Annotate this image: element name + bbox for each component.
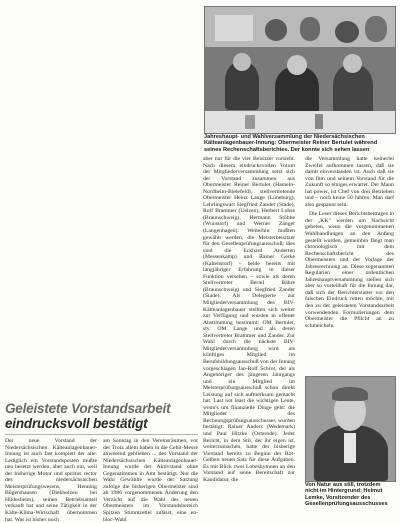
article-paragraph: Der neue Vorstand der Niedersächsischen Kälteanlagenbauer-Innung ist auch fast komplett der alte. Lediglich ein Vorstandsposten mußte neu besetzt werden, aber auch nur, weil der bisherige Motor und spiritus rector des niedersächsischen Meisterprüfungswesens, Henning Bögershausen (Diekholzen bei Hildesheim), seinen Betriebsanteil verkauft hat und seine Tätigkeit in der Kälte-Klima-Wirtschaft übernommen hat. Was ist bisher noch: [5, 438, 97, 523]
article-column-d: [103, 438, 198, 523]
article-paragraph: Die Leser dieses Berichtsbeitrages in der „KK" werden um Nachsicht gebeten, wenn die vorgenommenen Wahlhandlungen an den Anfang gestellt wurden, gemeinhin fängt man chronologisch mit dem Rechenschaftsbericht des Obermeisters und der Vorlage der Jahresrechnung an. Diese sogenannten Regularien einer ordentlichen Jahreshauptversammlung stellen sich aber so vorteilhaft für die Innung dar, daß sich der Berichterstatter vor den falschen Eindruck retten möchte, mit den zu der geleisteten Vorstandsarbeit vorwendenden Formulierungen dem Obermeister die Pflicht an zu schmeicheln.: [305, 211, 394, 329]
article-column-b: [305, 156, 394, 372]
article-paragraph: die Versammlung hatte keinerlei Zweifel aufkommen lassen, daß sie damit einverstanden ist. Auch daß sie von Ihm und seinem Vorstand für die Zukunft so einiges erwartet. Der Mann hat power, ist Chef von drei Betrieben und – noch keine 50 Jahren. Man darf also gespannt sein.: [305, 156, 394, 208]
photo-caption-bottom: Von Natur aus still, trotzdem nicht im Hintergrund: Helmut Lemke, Vorsitzender des Gesellenprüfungsausschusses: [305, 482, 388, 508]
article-column-c: [5, 438, 97, 523]
photo-caption-top: Jahreshaupt- und Wahlversammlung der Niedersächsischen Kälteanlagenbauer-Innung: Obermeister Reiner Bertulet während seines Rechenschaftsberichtes. Der konnte sich sehen lassen: [204, 134, 378, 153]
meeting-photo: [204, 6, 396, 134]
article-column-a: [203, 156, 295, 502]
headline-line-1: Geleistete Vorstandsarbeit: [5, 401, 171, 416]
article-paragraph: aber nur für die vier Beisitzer vorsieht. Nach diesem eindrucksvollen Votum der Mitgliederversammlung setzt sich der Vorstand zusammen aus Obermeister Reiner Bertulet (Hameln-Nordheim-Bielefeld), stellvertretende Obermeister Heinz Lange (Lüneburg), Lehrlingswart Siegfried Zander (Stade), Rolf Brammer (Uelzen), Herbert Lohse (Braunschweig), Hermann Stöbbe (Wunstorf) und Werner Zänger (Langenhagen). Weiterhin mußten gewählt werden, die Meisterbeisitzer für den Gesellenprüfungsausschuß; dies sind die Eckhard Anderten (Messenkamp) und Rainer Gerke (Kaltenstorf) – beide bereits mit langjähriger Erfahrung in dieser Funktion versehen – sowie als deren Stellvertreter Bernd Bähre (Braunschweig) und Siegfried Zander (Stade). Als Delegierte zur Mitgliederversammlung des BIV-Kälteanlagenbauer stellten sich weiter zur Verfügung und wurden in offener Abstimmung bestimmt: OM Bertulet, stv. OM Lange und als deren Stellvertreter Brammer und Zander. Zur Wahl durch die nächste BIV-Mitgliederversammlung wird als künftiges Mitglied im Berufsbildungsausschuß von der Innung vorgeschlagen Jan-Rolf Schrot, der als Angehöriger des jüngeren Jahrgangs und ein Mitglied im Meisterprüfungsausschuß schon direkt Leistung auf sich aufmerksam gemacht hat. Last not least die wichtigen Leute, wenn's um finanzielle Dinge geht: die Mitglieder des Rechnungsprüfungsausschusses wurden bestätigt: Rainer Anders (Wedemark) und Paul Hitzke (Osterode). Jeder Bericht, in dem Stil, der ihr eigen ist, weiterzumachen, hatte der bisherige Vorstand bereits zu Beginn der Rot-Gelben neuen Satz für diese Aufgaben. Es mit Blick zwei Lobeshymnen an den Vorstand auf seine Bereitschaft zur Kandidatur, die: [203, 156, 295, 483]
article-headline: [5, 402, 200, 431]
article-paragraph: am Sonntag in den Vereinsräumen, vor der Trotz allem haben in die Cebit-Messe anwesend geblieben ... des Vorstand der Niedersächsischen Kälteanlagenbauer-Innung wurde der Aktivstand ohne Gegenstimmen in Amt bestätigt. Nur die Wahl Gewählte wurde der Satzung zufolge die bisherigen Obermeister sind ab 1986 vorgenommenen Änderung den Verzicht auf die Wahl des neuen Obermeisters im Vorstandsbereich Spitzen Stimmzettel zulässt, eine en-bloc-Wahl: [103, 438, 198, 523]
portrait-photo: [305, 376, 396, 482]
headline-line-2: eindrucksvoll bestätigt: [5, 415, 148, 431]
divider: [5, 434, 198, 435]
